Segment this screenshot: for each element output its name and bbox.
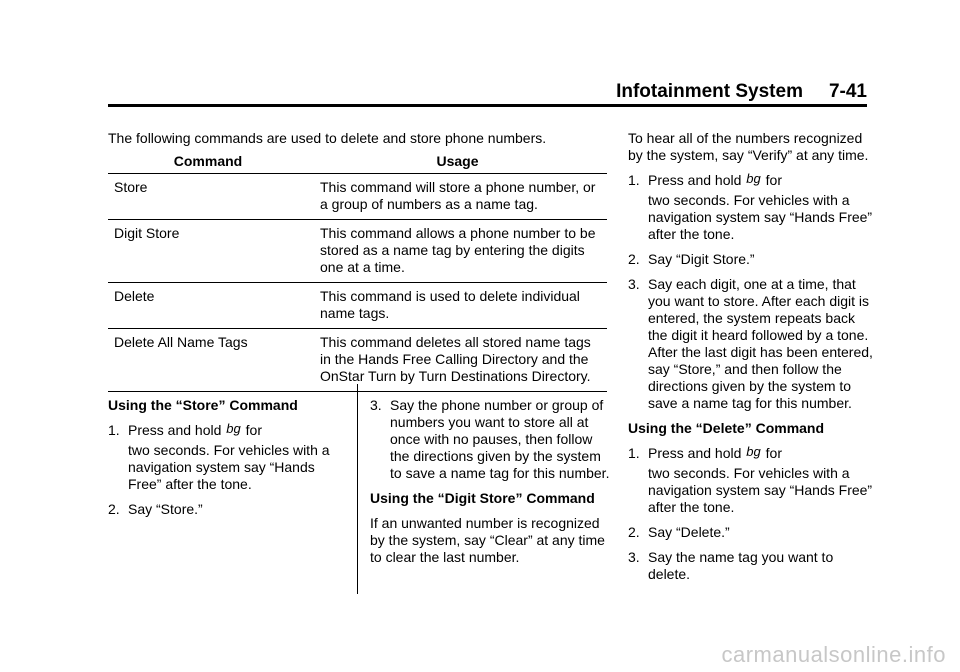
push-to-talk-icon: bg xyxy=(226,421,241,436)
usage-cell: This command will store a phone number, or a group of numbers as a name tag. xyxy=(308,174,607,220)
delete-step-2: 2. Say “Delete.” xyxy=(628,524,730,540)
usage-cell: This command deletes all stored name tags in the Hands Free Calling Directory and the OnStar Turn by Turn Destinations Directory. xyxy=(308,329,607,392)
intro-text: The following commands are used to delete and store phone numbers. xyxy=(108,130,547,146)
column-header-command: Command xyxy=(108,150,308,174)
digit-store-step-1: 1. Press and hold bg for xyxy=(628,171,782,188)
table-row xyxy=(108,329,607,392)
digit-store-step-1-continued: two seconds. For vehicles with a navigation system say “Hands Free” after the tone. xyxy=(648,192,873,242)
delete-heading: Using the “Delete” Command xyxy=(628,420,825,436)
column-left xyxy=(108,397,348,518)
table-row xyxy=(108,283,607,329)
usage-cell: This command is used to delete individual name tags. xyxy=(308,283,607,329)
commands-table xyxy=(108,150,607,392)
digit-store-paragraph-2: To hear all of the numbers recognized by the system, say “Verify” at any time. xyxy=(628,130,869,163)
delete-step-3: 3. Say the name tag you want to delete. xyxy=(628,549,834,582)
digit-store-paragraph-1: If an unwanted number is recognized by the system, say “Clear” at any time to clear the last number. xyxy=(370,515,605,565)
delete-step-1: 1. Press and hold bg for xyxy=(628,444,782,461)
command-cell: Delete xyxy=(108,283,308,329)
usage-cell: This command allows a phone number to be stored as a name tag by entering the digits one at a time. xyxy=(308,220,607,283)
command-cell: Delete All Name Tags xyxy=(108,329,308,392)
command-cell: Digit Store xyxy=(108,220,308,283)
store-step-3: 3. Say the phone number or group of numbers you want to store all at once with no pauses, then follow the directions given by the system to save a name tag for this number. xyxy=(370,397,610,481)
page-number: 7-41 xyxy=(828,81,867,102)
command-cell: Store xyxy=(108,174,308,220)
table-row xyxy=(108,220,607,283)
page-header xyxy=(108,80,867,107)
delete-step-1-continued: two seconds. For vehicles with a navigation system say “Hands Free” after the tone. xyxy=(648,465,873,515)
store-step-1: 1. Press and hold bg for xyxy=(108,421,262,438)
watermark: carmanualsonline.info xyxy=(721,642,946,667)
store-heading: Using the “Store” Command xyxy=(108,397,298,413)
table-row xyxy=(108,174,607,220)
digit-store-step-3: 3. Say each digit, one at a time, that you want to store. After each digit is entered, the system repeats back the digit it heard followed by a tone. After the last digit has been entered, say “Store,” and then follow the directions given by the system to save a name tag for this number. xyxy=(628,276,873,411)
column-divider xyxy=(357,384,358,594)
column-right xyxy=(628,130,873,583)
column-middle xyxy=(370,397,610,566)
section-title: Infotainment System xyxy=(616,81,803,102)
push-to-talk-icon: bg xyxy=(746,171,761,186)
digit-store-step-2: 2. Say “Digit Store.” xyxy=(628,251,755,267)
push-to-talk-icon: bg xyxy=(746,444,761,459)
store-step-1-continued: two seconds. For vehicles with a navigation system say “Hands Free” after the tone. xyxy=(128,442,330,492)
table-header-row xyxy=(108,150,607,174)
column-header-usage: Usage xyxy=(308,150,607,174)
digit-store-heading: Using the “Digit Store” Command xyxy=(370,490,595,506)
store-step-2: 2. Say “Store.” xyxy=(108,501,203,517)
